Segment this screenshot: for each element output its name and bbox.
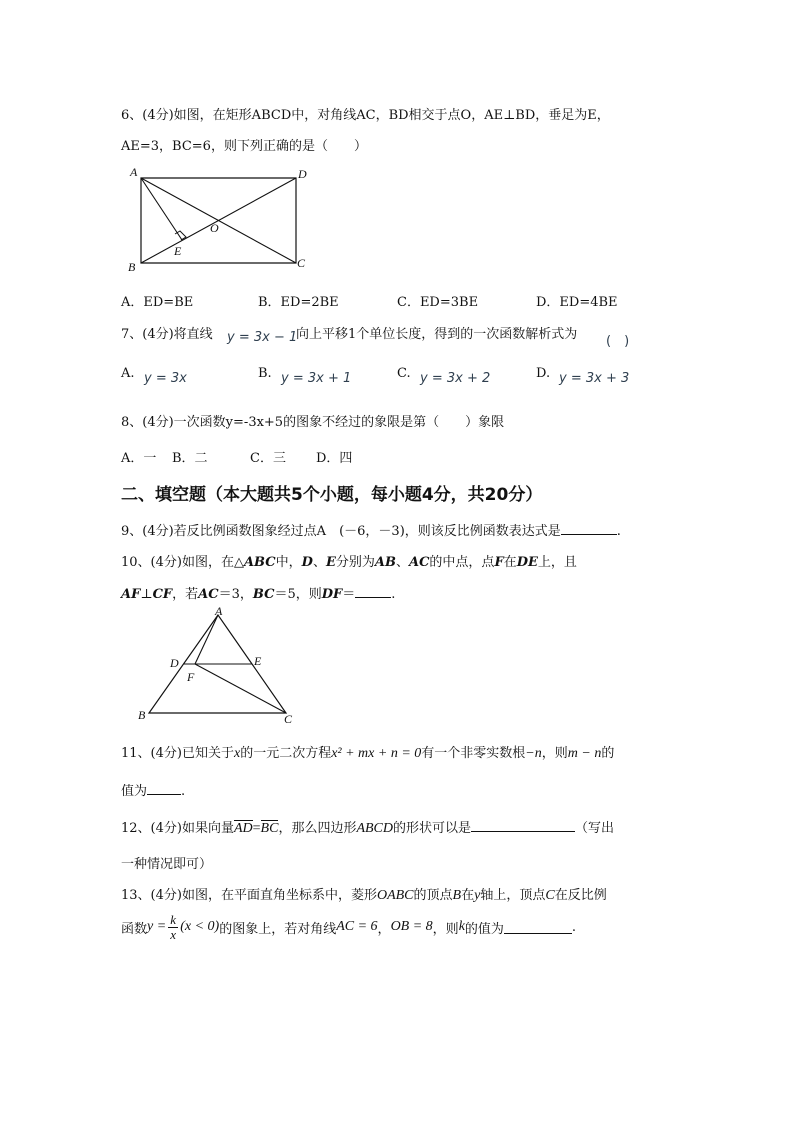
q13-text: 在反比例 — [554, 888, 607, 903]
q10-df: DF — [321, 587, 343, 602]
q6-line2: AE=3，BC=6，则下列正确的是（ ） — [121, 139, 367, 154]
q10-text: 中， — [275, 555, 302, 570]
q8-text: 8、(4分)一次函数y=-3x+5的图象不经过的象限是第（ ）象限 — [121, 415, 505, 430]
q7-option-a-label: A. — [121, 366, 135, 381]
q13-text: 在 — [461, 888, 475, 903]
q13-text: 函数 — [121, 921, 148, 937]
q12-text: ，那么四边形 — [278, 821, 357, 836]
q10-line1 — [121, 551, 577, 570]
q13-text: 的顶点 — [413, 888, 453, 903]
q10-text: 在 — [503, 555, 517, 570]
q9-end: . — [616, 524, 621, 539]
q12-answer-blank[interactable] — [471, 819, 575, 832]
q8-option-b: B．二 — [172, 451, 208, 466]
label-D: D — [170, 656, 179, 670]
q13-text: 的图象上，若对角线 — [219, 921, 337, 937]
label-B: B — [128, 260, 136, 274]
q13-fraction — [168, 913, 178, 942]
q13-answer-blank[interactable] — [504, 921, 572, 934]
q10-e: E — [325, 555, 336, 570]
q12-text: 12、(4分)如果向量 — [121, 821, 234, 836]
q11-text: 值为 — [121, 784, 148, 799]
q11-m-minus-n: m − n — [567, 746, 602, 761]
q12-vector-ad: AD — [233, 821, 253, 836]
q10-text: 10、(4分)如图，在△ — [121, 555, 244, 570]
q13-text: 13、(4分)如图，在平面直角坐标系中，菱形 — [121, 888, 377, 903]
q12-vector-bc: BC — [260, 821, 279, 836]
q10-text: 上，且 — [537, 555, 577, 570]
q11-root: −n — [525, 746, 542, 761]
q10-text: ＝5，则 — [274, 587, 322, 602]
q10-text: 分别为 — [335, 555, 375, 570]
label-D: D — [298, 167, 307, 181]
q9-answer-blank[interactable] — [561, 522, 617, 535]
q13-ac: AC = 6 — [336, 919, 378, 934]
q13-line2 — [121, 909, 576, 945]
q10-text: 、 — [312, 555, 326, 570]
q6-option-b: B．ED=2BE — [258, 295, 339, 310]
q7-expr: y = 3x − 1 — [227, 330, 298, 345]
q7-paren: ( ) — [606, 334, 630, 349]
q6-option-a: A．ED=BE — [121, 295, 194, 310]
triangle-figure — [134, 606, 304, 726]
q10-text: ，若 — [172, 587, 199, 602]
q7-suffix: 向上平移1个单位长度，得到的一次函数解析式为 — [296, 327, 578, 342]
q10-answer-blank[interactable] — [355, 585, 391, 598]
q12-text: 的形状可以是 — [393, 821, 472, 836]
label-C: C — [297, 256, 306, 270]
q10-text: 的中点，点 — [429, 555, 495, 570]
q10-cf: CF — [152, 587, 173, 602]
q13-y: y — [474, 888, 481, 903]
q8-option-d: D．四 — [316, 451, 353, 466]
q7-option-c-label: C. — [397, 366, 411, 381]
q13-k: k — [458, 919, 465, 934]
q13-frac-num: k — [170, 911, 177, 927]
q13-ob: OB = 8 — [390, 919, 433, 934]
q10-ab: AB — [374, 555, 396, 570]
q8-option-a: A．一 — [121, 451, 157, 466]
q11-text: 有一个非零实数根 — [421, 746, 526, 761]
q13-end: . — [571, 919, 577, 935]
q13-c: C — [545, 888, 555, 903]
q7-option-a-expr: y = 3x — [144, 371, 187, 386]
label-C: C — [284, 712, 293, 726]
q11-end: . — [181, 784, 186, 799]
q10-abc: ABC — [243, 555, 276, 570]
q12-equals: = — [252, 821, 261, 836]
q12-text: （写出 — [575, 821, 615, 836]
q11-equation: x² + mx + n = 0 — [331, 746, 422, 761]
q13-b: B — [452, 888, 462, 903]
q13-text: ， — [377, 921, 391, 937]
label-E: E — [174, 244, 182, 258]
q10-text: 、 — [395, 555, 409, 570]
q7-option-b-expr: y = 3x + 1 — [281, 371, 352, 386]
q10-af: AF — [121, 587, 141, 602]
q13-frac-den: x — [170, 926, 177, 942]
q11-text: 的一元二次方程 — [240, 746, 332, 761]
q10-d: D — [301, 555, 313, 570]
q10-ac: AC — [408, 555, 430, 570]
q13-func-y: y = — [147, 919, 167, 934]
q6-option-d: D．ED=4BE — [536, 295, 618, 310]
q13-text: ，则 — [432, 921, 459, 937]
q8-option-c: C．三 — [250, 451, 286, 466]
label-A: A — [215, 606, 223, 618]
q11-x: x — [233, 746, 241, 761]
q7-prefix: 7、(4分)将直线 — [121, 327, 213, 342]
q10-end: . — [391, 587, 396, 602]
q11-text: ，则 — [541, 746, 568, 761]
section-title-fill-blank: 二、填空题（本大题共5个小题，每小题4分，共20分） — [121, 485, 543, 505]
q10-ac: AC — [198, 587, 219, 602]
q12-line1 — [121, 817, 614, 837]
q13-oabc: OABC — [376, 888, 414, 903]
q7-option-d-expr: y = 3x + 3 — [559, 371, 630, 386]
q13-text: 的值为 — [464, 921, 504, 937]
q10-line2 — [121, 583, 395, 602]
q7-option-d-label: D. — [536, 366, 551, 381]
q12-abcd: ABCD — [356, 821, 394, 836]
q13-text: 轴上，顶点 — [480, 888, 546, 903]
q7-option-b-label: B. — [258, 366, 272, 381]
rectangle-figure — [124, 162, 324, 276]
q10-text: ＝ — [342, 587, 356, 602]
q10-de: DE — [516, 555, 538, 570]
q10-perp: ⊥ — [140, 587, 153, 602]
q13-line1 — [121, 884, 607, 904]
q11-text: 的 — [601, 746, 615, 761]
q9-text: 9、(4分)若反比例函数图象经过点A (－6，－3)，则该反比例函数表达式是 — [121, 524, 561, 539]
label-B: B — [138, 708, 146, 722]
q11-line2 — [121, 780, 185, 799]
q11-text: 11、(4分)已知关于 — [121, 746, 234, 761]
q6-line1: 6、(4分)如图，在矩形ABCD中，对角线AC，BD相交于点O，AE⊥BD，垂足为E， — [121, 108, 610, 123]
q12-line2: 一种情况即可） — [121, 857, 213, 872]
label-F: F — [187, 670, 195, 684]
q10-bc: BC — [252, 587, 275, 602]
q6-option-c: C．ED=3BE — [397, 295, 479, 310]
q10-text: ＝3， — [218, 587, 253, 602]
label-A: A — [130, 165, 138, 179]
q9-line — [121, 520, 621, 539]
label-O: O — [210, 221, 219, 235]
q11-line1 — [121, 742, 614, 762]
label-E: E — [254, 654, 262, 668]
q10-f: F — [494, 555, 504, 570]
q13-condition: (x < 0) — [180, 919, 220, 934]
q7-option-c-expr: y = 3x + 2 — [420, 371, 491, 386]
q11-answer-blank[interactable] — [147, 782, 181, 795]
